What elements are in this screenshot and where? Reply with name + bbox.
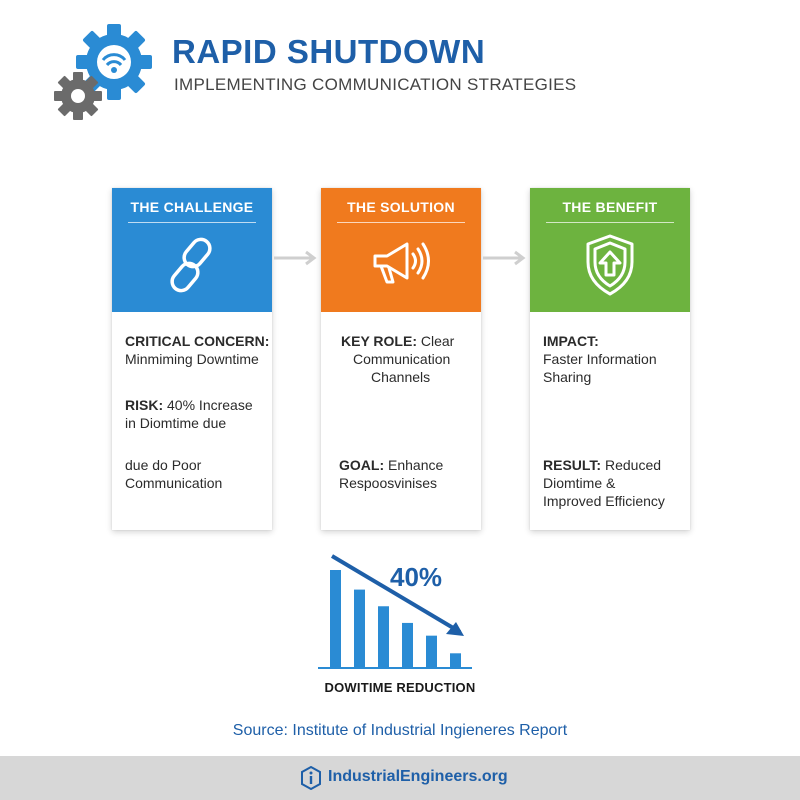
footer-bar: [0, 756, 800, 800]
block-label: KEY ROLE:: [341, 333, 417, 349]
block-line: due do Poor: [125, 457, 202, 473]
benefit-card: [530, 188, 690, 530]
broken-chain-icon: [152, 230, 232, 300]
divider: [128, 222, 256, 223]
source-citation: Source: Institute of Industrial Ingieneres Report: [232, 722, 568, 739]
block-line: Enhance: [388, 457, 444, 473]
solution-card-title: THE SOLUTION: [347, 199, 455, 215]
chart-bar: [378, 606, 389, 668]
page-subtitle: IMPLEMENTING COMMUNICATION STRATEGIES: [174, 75, 577, 94]
divider: [546, 222, 674, 223]
chart-label: DOWITIME REDUCTION: [324, 680, 476, 695]
block-line: Respoosvinises: [339, 475, 438, 491]
block-line: Communication: [125, 475, 223, 491]
block-label: RESULT:: [543, 457, 602, 473]
card-text-block: [339, 456, 443, 492]
card-text-block: [341, 332, 454, 386]
challenge-card-title: THE CHALLENGE: [130, 199, 254, 215]
divider: [337, 222, 465, 223]
chart-bar: [402, 623, 413, 668]
block-line: in Diomtime due: [125, 415, 227, 431]
gears-wifi-icon: [50, 22, 160, 122]
card-text-block: [543, 332, 657, 386]
solution-card: [321, 188, 481, 530]
chart-bar: [330, 570, 341, 668]
block-line: Clear: [420, 333, 455, 349]
block-line: Diomtime &: [543, 475, 616, 491]
card-text-block: [125, 456, 222, 492]
chart-bar: [426, 636, 437, 668]
challenge-card: [112, 188, 272, 530]
card-text-block: [543, 456, 665, 510]
block-label: IMPACT:: [543, 333, 599, 349]
page-title: RAPID SHUTDOWN: [172, 33, 486, 70]
block-line: Minmiming Downtime: [125, 351, 259, 367]
arrow-right-icon: [272, 250, 318, 266]
downtime-reduction-chart: [312, 548, 482, 674]
chart-bar: [450, 653, 461, 668]
block-line: Reduced: [604, 457, 662, 473]
block-label: RISK:: [125, 397, 164, 413]
reduction-percent: 40%: [390, 562, 443, 592]
shield-arrow-icon: [570, 230, 650, 300]
chart-bar: [354, 590, 365, 668]
block-line: Faster Information: [543, 351, 657, 367]
megaphone-icon: [361, 230, 441, 300]
block-label: CRITICAL CONCERN:: [125, 333, 270, 349]
card-text-block: [125, 332, 269, 368]
challenge-card-header: [112, 188, 272, 312]
card-text-block: [125, 396, 253, 432]
block-label: GOAL:: [339, 457, 385, 473]
block-line: Communication: [353, 351, 451, 367]
benefit-card-header: [530, 188, 690, 312]
solution-card-header: [321, 188, 481, 312]
block-line: 40% Increase: [167, 397, 253, 413]
benefit-card-title: THE BENEFIT: [562, 199, 658, 215]
footer-site-link[interactable]: IndustrialEngineers.org: [328, 768, 508, 785]
block-line: Sharing: [543, 369, 592, 385]
arrow-right-icon: [481, 250, 527, 266]
info-shield-icon: [300, 766, 322, 790]
block-line: Channels: [371, 369, 431, 385]
block-line: Improved Efficiency: [543, 493, 665, 509]
